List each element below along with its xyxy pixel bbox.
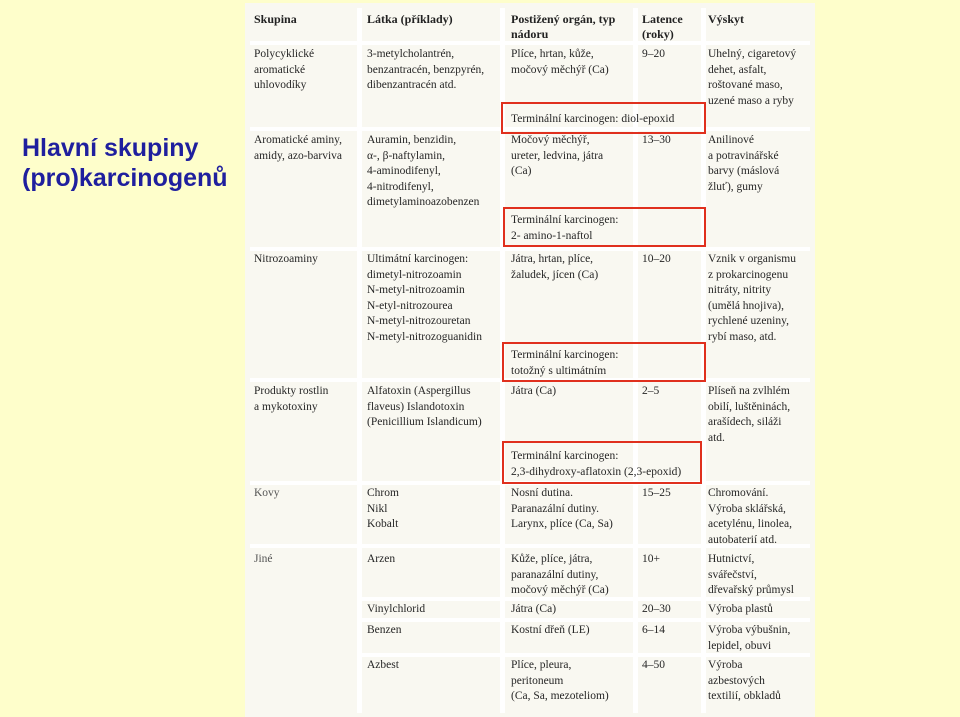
header-latency: Latence (roky)	[642, 12, 683, 41]
table-row-8-latency: 6–14	[642, 624, 665, 636]
table-row-9-occurrence: Výroba azbestových textilií, obkladů	[708, 659, 781, 702]
table-row-7-organ: Játra (Ca)	[511, 603, 557, 615]
table-row-2-group: Aromatické aminy, amidy, azo-barviva	[254, 134, 343, 162]
table-row-7-occurrence: Výroba plastů	[708, 603, 773, 615]
column-divider	[357, 8, 362, 713]
table-row-3-latency: 10–20	[642, 253, 671, 265]
header-organ: Postižený orgán, typ nádoru	[511, 12, 616, 41]
table-row-1-group: Polycyklické aromatické uhlovodíky	[254, 48, 315, 91]
header-occurrence: Výskyt	[708, 12, 745, 26]
table-row-6-occurrence: Hutnictví, svářečství, dřevařský průmysl	[708, 553, 794, 596]
table-row-6-latency: 10+	[642, 553, 660, 565]
table-row-4-latency: 2–5	[642, 385, 660, 397]
table-row-5-latency: 15–25	[642, 487, 671, 499]
table-row-5-occurrence: Chromování. Výroba sklářská, acetylénu, linolea, autobaterií atd.	[708, 487, 792, 546]
table-row-1-occurrence: Uhelný, cigaretový dehet, asfalt, roštované maso, uzené maso a ryby	[708, 48, 797, 107]
table-row-1-substance: 3-metylcholantrén, benzantracén, benzpyrén, dibenzantracén atd.	[367, 48, 485, 91]
table-row-2-occurrence: Anilinové a potravinářské barvy (máslová žluť), gumy	[708, 134, 780, 193]
table-row-2-organ: Močový měchýř, ureter, ledvina, játra (Ca)	[511, 134, 604, 177]
table-row-2-latency: 13–30	[642, 134, 671, 146]
table-row-2-substance: Auramin, benzidin, α-, β-naftylamin, 4-aminodifenyl, 4-nitrodifenyl, dimetylaminoazobenzen	[367, 134, 480, 208]
table-row-1-organ: Plíce, hrtan, kůže, močový měchýř (Ca)	[511, 48, 609, 76]
table-row-9-latency: 4–50	[642, 659, 665, 671]
header-group: Skupina	[254, 12, 297, 26]
table-row-9-organ: Plíce, pleura, peritoneum (Ca, Sa, mezoteliom)	[511, 659, 609, 702]
table-row-3-substance: Ultimátní karcinogen: dimetyl-nitrozoamin N-metyl-nitrozoamin N-etyl-nitrozourea N-metyl-nitrozouretan N-metyl-nitrozoguanidin	[367, 253, 482, 343]
table-row-8-organ: Kostní dřeň (LE)	[511, 624, 590, 636]
table-row-4-group: Produkty rostlin a mykotoxiny	[254, 385, 329, 413]
table-row-5-group: Kovy	[254, 487, 280, 499]
terminal-carcinogen-box-1: Terminální karcinogen: diol-epoxid	[501, 102, 706, 134]
row-divider	[250, 247, 810, 251]
terminal-carcinogen-box-2: Terminální karcinogen: 2- amino-1-naftol	[503, 207, 706, 247]
title-line-2: (pro)karcinogenů	[22, 164, 228, 192]
table-row-4-organ: Játra (Ca)	[511, 385, 557, 397]
title-line-1: Hlavní skupiny	[22, 134, 199, 162]
table-row-1-latency: 9–20	[642, 48, 665, 60]
table-row-8-substance: Benzen	[367, 624, 402, 636]
table-row-3-organ: Játra, hrtan, plíce, žaludek, jícen (Ca)	[511, 253, 599, 281]
table-row-9-substance: Azbest	[367, 659, 399, 671]
table-row-5-organ: Nosní dutina. Paranazální dutiny. Larynx, plíce (Ca, Sa)	[511, 487, 613, 530]
table-row-6-substance: Arzen	[367, 553, 396, 565]
table-row-4-substance: Alfatoxin (Aspergillus flaveus) Islandotoxin (Penicillium Islandicum)	[367, 385, 482, 428]
terminal-carcinogen-box-3: Terminální karcinogen: totožný s ultimátním	[502, 342, 706, 382]
table-row-7-latency: 20–30	[642, 603, 671, 615]
table-row-8-occurrence: Výroba výbušnin, lepidel, obuvi	[708, 624, 791, 652]
row-divider	[362, 618, 810, 622]
table-row-4-occurrence: Plíseň na zvlhlém obilí, luštěninách, arašídech, siláži atd.	[708, 385, 791, 444]
slide-title	[22, 133, 247, 193]
table-row-6-group: Jiné	[254, 553, 273, 565]
terminal-carcinogen-box-4: Terminální karcinogen: 2,3-dihydroxy-aflatoxin (2,3-epoxid)	[502, 441, 702, 484]
table-row-3-group: Nitrozoaminy	[254, 253, 318, 265]
table-row-3-occurrence: Vznik v organismu z prokarcinogenu nitráty, nitrity (umělá hnojiva), rychlené uzeniny, rybí maso, atd.	[708, 253, 796, 343]
table-row-6-organ: Kůže, plíce, játra, paranazální dutiny, močový měchýř (Ca)	[511, 553, 609, 596]
table-row-5-substance: Chrom Nikl Kobalt	[367, 487, 399, 530]
table-row-7-substance: Vinylchlorid	[367, 603, 426, 615]
header-substance: Látka (příklady)	[367, 12, 453, 26]
